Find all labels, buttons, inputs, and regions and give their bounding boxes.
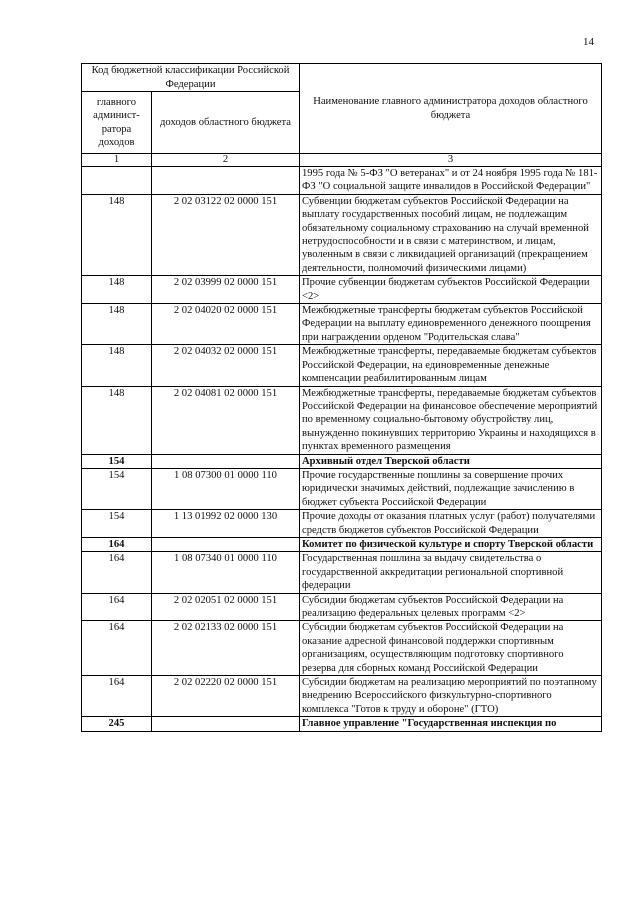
description-cell: 1995 года № 5-ФЗ "О ветеранах" и от 24 ноября 1995 года № 181-ФЗ "О социальной защите инвалидов в Российской Федерации": [300, 167, 602, 195]
administrator-code-cell: 164: [82, 676, 152, 717]
description-cell: Субсидии бюджетам субъектов Российской Федерации на оказание адресной финансовой поддержки спортивным организациям, осуществляющим подготовку спортивного резерва для сборных команд Российской Федерации: [300, 621, 602, 676]
administrator-code-cell: 164: [82, 537, 152, 551]
description-cell: Государственная пошлина за выдачу свидетельства о государственной аккредитации региональной спортивной федерации: [300, 552, 602, 593]
administrator-code-cell: 154: [82, 468, 152, 509]
table-row: [82, 468, 602, 509]
description-cell: Прочие государственные пошлины за совершение прочих юридически значимых действий, подлежащие зачислению в бюджет субъекта Российской Федерации: [300, 468, 602, 509]
administrator-code-cell: [82, 167, 152, 195]
budget-code-cell: 2 02 04081 02 0000 151: [152, 386, 300, 454]
budget-code-cell: 2 02 04020 02 0000 151: [152, 304, 300, 345]
budget-classification-table: [81, 63, 602, 732]
column-number: 1: [82, 154, 152, 167]
description-cell: Субсидии бюджетам субъектов Российской Федерации на реализацию федеральных целевых программ <2>: [300, 593, 602, 621]
header-administrator-name: Наименование главного администратора доходов областного бюджета: [300, 64, 602, 154]
budget-code-cell: 2 02 02220 02 0000 151: [152, 676, 300, 717]
table-row: [82, 593, 602, 621]
administrator-code-cell: 148: [82, 345, 152, 386]
description-cell: Главное управление "Государственная инспекция по: [300, 717, 602, 731]
budget-code-cell: 2 02 03999 02 0000 151: [152, 276, 300, 304]
administrator-code-cell: 164: [82, 621, 152, 676]
description-cell: Межбюджетные трансферты бюджетам субъектов Российской Федерации на выплату единовременного денежного поощрения при награждении орденом "Родительская слава": [300, 304, 602, 345]
budget-code-cell: 2 02 02051 02 0000 151: [152, 593, 300, 621]
description-cell: Межбюджетные трансферты, передаваемые бюджетам субъектов Российской Федерации, на единовременные денежные компенсации реабилитированным лицам: [300, 345, 602, 386]
table-row: [82, 345, 602, 386]
administrator-code-cell: 154: [82, 454, 152, 468]
column-number: 2: [152, 154, 300, 167]
budget-code-cell: [152, 454, 300, 468]
table-row: [82, 167, 602, 195]
table-row: [82, 552, 602, 593]
budget-code-cell: [152, 537, 300, 551]
budget-code-cell: 2 02 04032 02 0000 151: [152, 345, 300, 386]
table-row: [82, 386, 602, 454]
description-cell: Субсидии бюджетам на реализацию мероприятий по поэтапному внедрению Всероссийского физкультурно-спортивного комплекса "Готов к труду и обороне" (ГТО): [300, 676, 602, 717]
table-row: [82, 194, 602, 275]
table-row: [82, 676, 602, 717]
header-regional-budget-revenue: доходов областного бюджета: [152, 92, 300, 154]
description-cell: Субвенции бюджетам субъектов Российской Федерации на выплату государственных пособий лицам, не подлежащим обязательному социальному страхованию на случай временной нетрудоспособности и в связи с материнством, и лицам, уволенным в связи с ликвидацией организаций (прекращением деятельности, полномочий физическими лицами): [300, 194, 602, 275]
administrator-code-cell: 148: [82, 386, 152, 454]
description-cell: Прочие субвенции бюджетам субъектов Российской Федерации <2>: [300, 276, 602, 304]
table-row: [82, 621, 602, 676]
description-cell: Межбюджетные трансферты, передаваемые бюджетам субъектов Российской Федерации на финансовое обеспечение мероприятий по временному социально-бытовому обустройству лиц, вынужденно покинувших территорию Украины и находящихся в пунктах временного размещения: [300, 386, 602, 454]
administrator-code-cell: 164: [82, 552, 152, 593]
section-row: [82, 537, 602, 551]
section-row: [82, 454, 602, 468]
budget-code-cell: 1 08 07300 01 0000 110: [152, 468, 300, 509]
header-main-administrator: главного админист-ратора доходов: [82, 92, 152, 154]
page-number: 14: [583, 36, 594, 48]
table-row: [82, 510, 602, 538]
description-cell: Прочие доходы от оказания платных услуг (работ) получателями средств бюджетов субъектов Российской Федерации: [300, 510, 602, 538]
budget-code-cell: [152, 167, 300, 195]
administrator-code-cell: 245: [82, 717, 152, 731]
budget-code-cell: [152, 717, 300, 731]
description-cell: Комитет по физической культуре и спорту Тверской области: [300, 537, 602, 551]
section-row: [82, 717, 602, 731]
description-cell: Архивный отдел Тверской области: [300, 454, 602, 468]
administrator-code-cell: 164: [82, 593, 152, 621]
table-row: [82, 304, 602, 345]
column-number: 3: [300, 154, 602, 167]
administrator-code-cell: 154: [82, 510, 152, 538]
administrator-code-cell: 148: [82, 194, 152, 275]
budget-code-cell: 1 08 07340 01 0000 110: [152, 552, 300, 593]
administrator-code-cell: 148: [82, 304, 152, 345]
administrator-code-cell: 148: [82, 276, 152, 304]
header-budget-code-group: Код бюджетной классификации Российской Федерации: [82, 64, 300, 92]
table-body: [82, 167, 602, 732]
budget-code-cell: 1 13 01992 02 0000 130: [152, 510, 300, 538]
budget-code-cell: 2 02 03122 02 0000 151: [152, 194, 300, 275]
budget-code-cell: 2 02 02133 02 0000 151: [152, 621, 300, 676]
table-row: [82, 276, 602, 304]
